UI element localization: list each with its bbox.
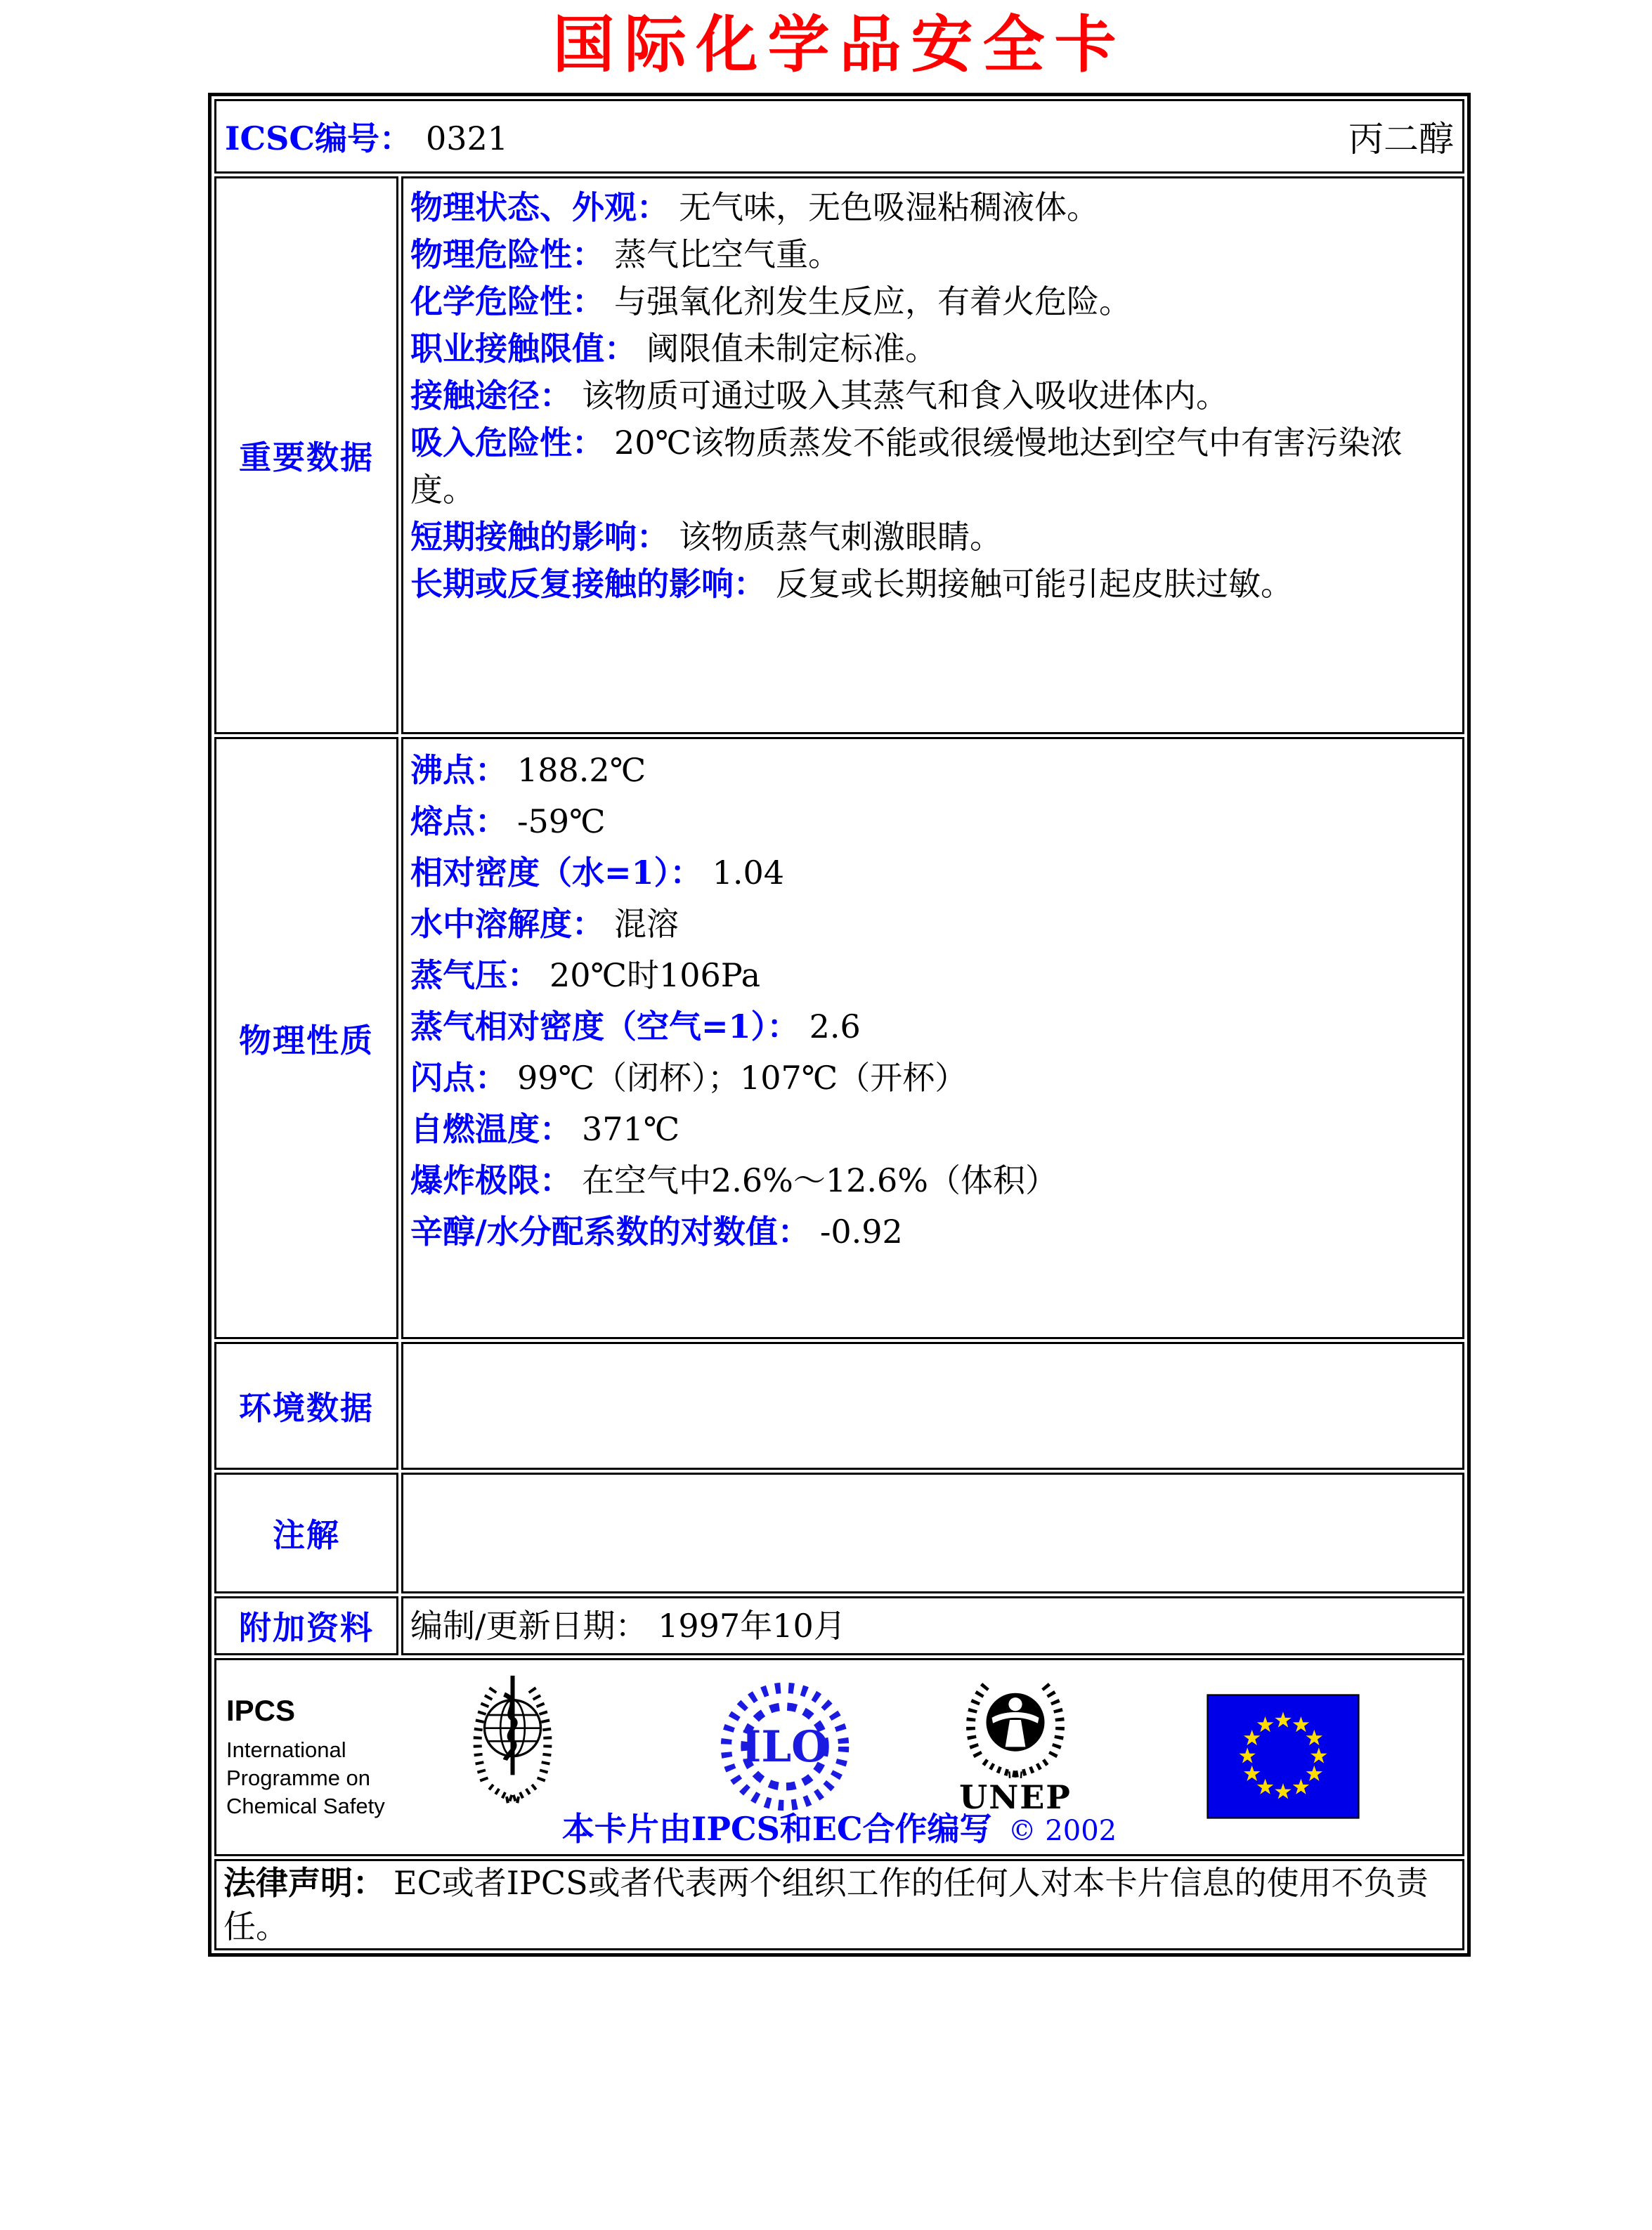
section-physical-properties <box>214 737 398 1339</box>
section-label: 物理性质 <box>239 1021 374 1059</box>
field-value: 与强氧化剂发生反应，有着火危险。 <box>614 282 1131 320</box>
field-row <box>410 278 1413 325</box>
field-value: 20℃时106Pa <box>549 956 761 994</box>
field-value: 188.2℃ <box>517 751 646 789</box>
environment-data-row <box>214 1342 1464 1470</box>
field-value: 20℃该物质蒸发不能或很缓慢地达到空气中有害污染浓度。 <box>410 424 1403 509</box>
section-label: 注解 <box>273 1516 340 1554</box>
section-label: 附加资料 <box>239 1609 374 1647</box>
field-value: 1.04 <box>712 854 784 892</box>
field-label: 职业接触限值： <box>410 330 637 367</box>
field-label: 蒸气相对密度（空气=1）： <box>410 1008 800 1045</box>
field-row <box>410 1206 1413 1258</box>
legal-text: EC或者IPCS或者代表两个组织工作的任何人对本卡片信息的使用不负责任。 <box>223 1864 1429 1945</box>
icsc-number-label: ICSC编号： <box>225 119 412 157</box>
logos-container <box>216 1660 1462 1854</box>
update-date-line <box>403 1601 1462 1650</box>
field-row <box>410 1104 1413 1155</box>
physical-properties-content <box>401 737 1464 1339</box>
field-row <box>410 796 1413 847</box>
copyright: © 2002 <box>1008 1815 1117 1847</box>
field-row <box>410 419 1413 514</box>
field-value: 阈限值未制定标准。 <box>646 330 937 367</box>
eu-flag-icon <box>1207 1694 1360 1819</box>
update-date-label: 编制/更新日期： <box>410 1607 648 1645</box>
footer-caption: 本卡片由IPCS和EC合作编写 <box>561 1810 992 1848</box>
field-value: 混溶 <box>614 905 679 943</box>
field-label: 化学危险性： <box>410 282 604 320</box>
logos-cell <box>214 1658 1464 1856</box>
header-row <box>214 99 1464 174</box>
field-row <box>410 950 1413 1001</box>
important-data-row <box>214 176 1464 734</box>
legal-label: 法律声明： <box>223 1864 385 1902</box>
field-row <box>410 847 1413 899</box>
environment-data-content <box>401 1342 1464 1470</box>
card-table <box>212 96 1467 1953</box>
notes-row <box>214 1473 1464 1593</box>
field-row <box>410 1052 1413 1104</box>
field-label: 物理危险性： <box>410 235 604 273</box>
legal-row <box>214 1859 1464 1950</box>
unep-emblem-icon <box>959 1673 1072 1778</box>
safety-card <box>208 93 1471 1957</box>
field-label: 沸点： <box>410 751 507 789</box>
legal-statement <box>216 1861 1462 1948</box>
field-label: 物理状态、外观： <box>410 188 669 226</box>
field-row <box>410 514 1413 561</box>
additional-info-row <box>214 1596 1464 1655</box>
field-value: -59℃ <box>517 802 606 840</box>
page-title: 国际化学品安全卡 <box>552 8 1126 81</box>
unep-logo <box>956 1673 1075 1816</box>
field-label: 蒸气压： <box>410 956 540 994</box>
field-value: 该物质可通过吸入其蒸气和食入吸收进体内。 <box>582 377 1228 415</box>
field-value: 99℃（闭杯）；107℃（开杯） <box>517 1059 968 1097</box>
field-row <box>410 561 1413 608</box>
legal-cell <box>214 1859 1464 1950</box>
physical-properties-row <box>214 737 1464 1339</box>
section-label: 环境数据 <box>239 1389 374 1427</box>
field-value: 在空气中2.6%～12.6%（体积） <box>582 1161 1058 1199</box>
update-date-value: 1997年10月 <box>658 1607 846 1645</box>
field-row <box>410 745 1413 796</box>
chemical-name: 丙二醇 <box>1348 119 1454 159</box>
ipcs-subtitle-line: Chemical Safety <box>226 1794 385 1818</box>
field-label: 吸入危险性： <box>410 424 604 462</box>
logos-row <box>214 1658 1464 1856</box>
field-label: 水中溶解度： <box>410 905 604 943</box>
field-value: 2.6 <box>809 1008 861 1045</box>
field-label: 长期或反复接触的影响： <box>410 565 766 603</box>
field-row <box>410 184 1413 231</box>
field-label: 接触途径： <box>410 377 572 415</box>
field-value: 该物质蒸气刺激眼睛。 <box>679 518 1002 556</box>
field-value: 蒸气比空气重。 <box>614 235 840 273</box>
field-label: 熔点： <box>410 802 507 840</box>
field-value: 反复或长期接触可能引起皮肤过敏。 <box>776 565 1293 603</box>
section-important-data <box>214 176 398 734</box>
field-label: 相对密度（水=1）： <box>410 854 703 892</box>
field-row <box>410 325 1413 372</box>
field-row <box>410 1001 1413 1052</box>
important-data-content <box>401 176 1464 734</box>
field-value: 无气味，无色吸湿粘稠液体。 <box>679 188 1099 226</box>
field-label: 短期接触的影响： <box>410 518 669 556</box>
header-content <box>216 111 1462 162</box>
field-value: 371℃ <box>582 1110 680 1148</box>
header-cell <box>214 99 1464 174</box>
ipcs-subtitle-line: Programme on <box>226 1766 371 1790</box>
ipcs-title: IPCS <box>226 1694 296 1727</box>
icsc-number-group <box>225 113 508 159</box>
icsc-number-value: 0321 <box>425 119 509 157</box>
ilo-monogram: ILO <box>741 1721 829 1772</box>
field-row <box>410 899 1413 950</box>
section-notes <box>214 1473 398 1593</box>
field-row <box>410 372 1413 419</box>
who-logo-icon <box>465 1670 560 1811</box>
field-label: 自燃温度： <box>410 1110 572 1148</box>
field-row <box>410 231 1413 278</box>
footer-caption-line <box>216 1804 1462 1850</box>
notes-content <box>401 1473 1464 1593</box>
ipcs-subtitle-line: International <box>226 1737 346 1762</box>
section-label: 重要数据 <box>239 438 374 476</box>
safety-card-document <box>208 0 1471 1957</box>
section-additional-info <box>214 1596 398 1655</box>
field-value: -0.92 <box>819 1213 903 1251</box>
field-label: 爆炸极限： <box>410 1161 572 1199</box>
section-environment-data <box>214 1342 398 1470</box>
field-label: 辛醇/水分配系数的对数值： <box>410 1213 810 1251</box>
ilo-logo-icon <box>718 1680 852 1813</box>
field-row <box>410 1155 1413 1206</box>
ipcs-block <box>226 1694 385 1820</box>
field-label: 闪点： <box>410 1059 507 1097</box>
unep-wordmark: UNEP <box>959 1778 1072 1816</box>
additional-info-content <box>401 1596 1464 1655</box>
